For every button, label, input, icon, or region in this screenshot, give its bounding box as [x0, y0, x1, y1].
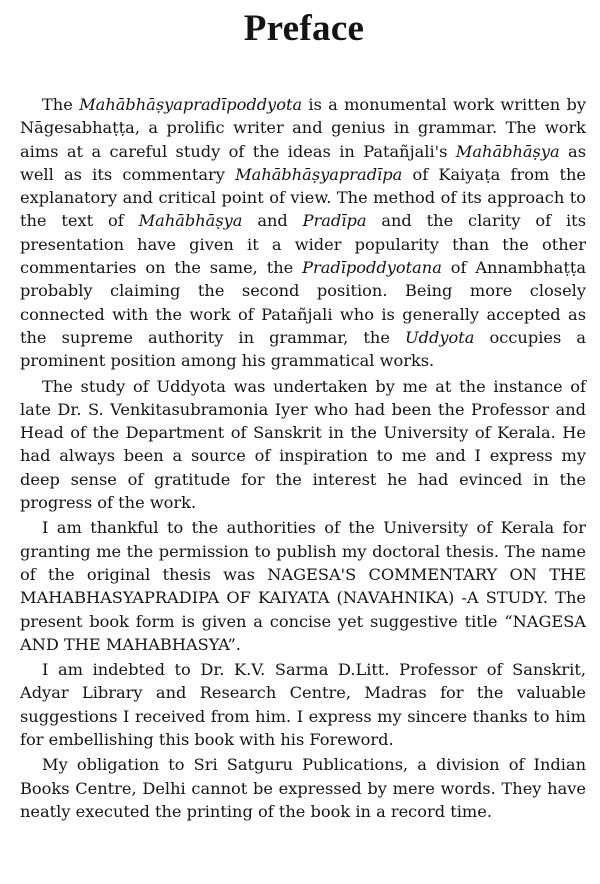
preface-paragraph: [20, 93, 586, 373]
paragraph-text: I am indebted to Dr. K.V. Sarma D.Litt. Professor of Sanskrit, Adyar Library and Research Centre, Madras for the valuable suggestions I received from him. I express my sincere thanks to him for embellishing this book with his Foreword.: [20, 660, 586, 750]
preface-paragraph: [20, 375, 586, 515]
paragraph-text: of Kaiyaṭa from the explanatory and critical point of view. The method of its approach to the text of: [20, 164, 586, 231]
preface-body: [20, 93, 586, 823]
italic-title-text: Mahābhāṣya: [138, 211, 243, 231]
paragraph-text: The study of Uddyota was undertaken by me at the instance of late Dr. S. Venkitasubramonia Iyer who had been the Professor and Head of the Department of Sanskrit in the University of Kerala. He had always been a source of inspiration to me and I express my deep sense of gratitude for the interest he had evinced in the progress of the work.: [20, 376, 586, 513]
paragraph-text: The: [42, 95, 80, 114]
paragraph-text: of Annambhaṭṭa probably claiming the second position. Being more closely connected with the work of Patañjali who is generally accepted as the supreme authority in grammar, the: [20, 258, 586, 347]
italic-title-text: Uddyota: [405, 327, 475, 347]
paragraph-text: I am thankful to the authorities of the University of Kerala for granting me the permission to publish my doctoral thesis. The name of the original thesis was NAGESA'S COMMENTARY ON THE MAHABHASYAPRADIPA OF KAIYATA (NAVAHNIKA) -A STUDY. The present book form is given a concise yet suggestive title “NAGESA AND THE MAHABHASYA”.: [20, 518, 586, 654]
italic-title-text: Pradīpa: [302, 211, 367, 231]
italic-title-text: Mahābhāṣyapradīpoddyota: [79, 95, 303, 114]
preface-paragraph: [20, 516, 586, 656]
paragraph-text: and the clarity of its presentation have given it a wider popularity than the other commentaries on the same, the: [20, 211, 586, 278]
italic-title-text: Mahābhāṣya: [455, 141, 560, 161]
paragraph-text: My obligation to Sri Satguru Publications, a division of Indian Books Centre, Delhi cannot be expressed by mere words. They have neatly executed the printing of the book in a record time.: [20, 755, 586, 821]
preface-paragraph: [20, 753, 586, 823]
paragraph-text: occupies a prominent position among his grammatical works.: [20, 327, 586, 371]
preface-paragraph: [20, 658, 586, 751]
paragraph-text: and: [242, 211, 303, 231]
page-title: Preface: [243, 8, 365, 49]
paragraph-text: is a monumental work written by Nāgesabhaṭṭa, a prolific writer and genius in grammar. The work aims at a careful study of the ideas in Patañjali's: [20, 95, 586, 161]
italic-title-text: Mahābhāṣyapradīpa: [235, 164, 403, 184]
italic-title-text: Pradīpoddyotana: [302, 258, 442, 278]
paragraph-text: as well as its commentary: [20, 141, 586, 184]
